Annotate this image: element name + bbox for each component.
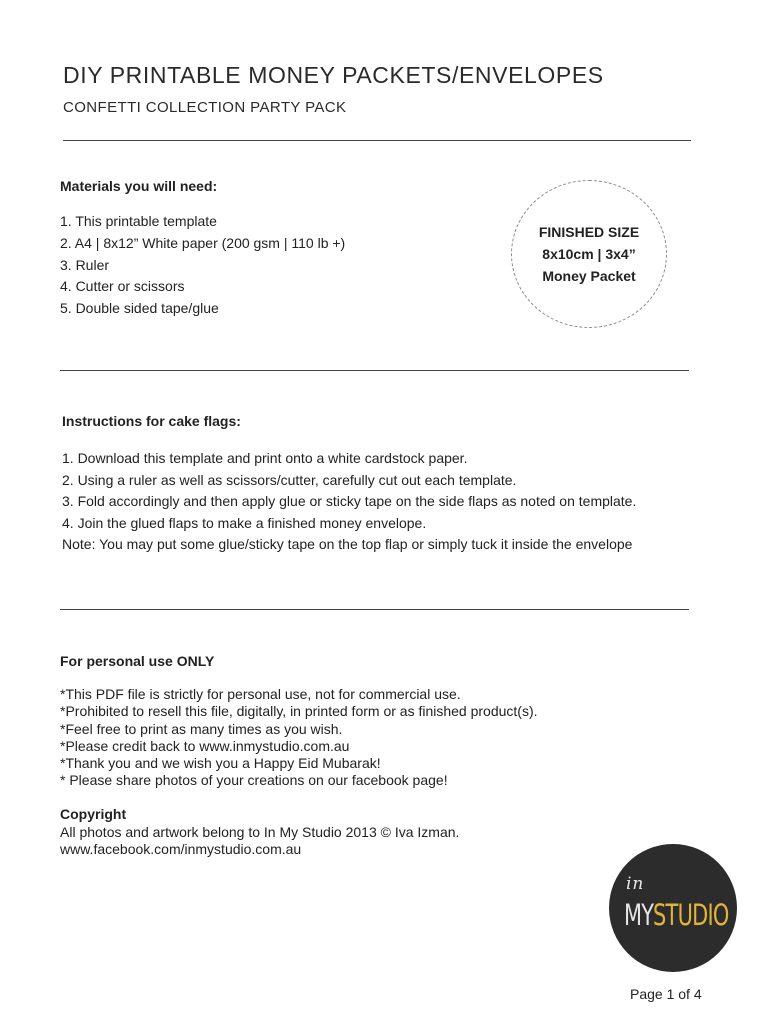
instructions-list bbox=[62, 448, 636, 556]
list-item: * Please share photos of your creations on our facebook page! bbox=[60, 772, 448, 789]
list-item: Note: You may put some glue/sticky tape on the top flap or simply tuck it inside the envelope bbox=[62, 536, 633, 553]
list-item: *Feel free to print as many times as you wish. bbox=[60, 720, 343, 737]
list-item: 2. Using a ruler as well as scissors/cutter, carefully cut out each template. bbox=[62, 471, 517, 488]
list-item: *This PDF file is strictly for personal use, not for commercial use. bbox=[60, 686, 461, 702]
materials-list bbox=[60, 211, 345, 320]
logo-studio-text: STUDIO bbox=[653, 898, 729, 932]
document-title: DIY PRINTABLE MONEY PACKETS/ENVELOPES bbox=[63, 62, 604, 88]
personal-use-heading: For personal use ONLY bbox=[60, 653, 215, 669]
personal-use-list bbox=[60, 686, 538, 790]
list-item: 2. A4 | 8x12” White paper (200 gsm | 110 lb +) bbox=[60, 234, 346, 251]
list-item: *Thank you and we wish you a Happy Eid Mubarak! bbox=[60, 755, 381, 772]
copyright-heading: Copyright bbox=[60, 806, 127, 822]
list-item: 1. This printable template bbox=[60, 213, 217, 229]
in-my-studio-logo bbox=[609, 844, 737, 972]
materials-heading: Materials you will need: bbox=[60, 178, 218, 194]
list-item: *Please credit back to www.inmystudio.com.au bbox=[60, 737, 350, 754]
document-subtitle: CONFETTI COLLECTION PARTY PACK bbox=[63, 99, 347, 116]
list-item: 3. Fold accordingly and then apply glue or sticky tape on the side flaps as noted on template. bbox=[62, 493, 637, 510]
logo-my-text: MY bbox=[624, 898, 654, 932]
badge-line: FINISHED SIZE bbox=[538, 224, 640, 240]
copyright-text: All photos and artwork belong to In My Studio 2013 © Iva Izman. bbox=[60, 823, 460, 840]
list-item: 1. Download this template and print onto a white cardstock paper. bbox=[62, 450, 468, 466]
page-number: Page 1 of 4 bbox=[630, 986, 702, 1002]
list-item: 5. Double sided tape/glue bbox=[60, 300, 219, 317]
logo-in-text: in bbox=[626, 874, 645, 894]
divider bbox=[60, 609, 689, 610]
list-item: 4. Cutter or scissors bbox=[60, 278, 185, 295]
badge-line: Money Packet bbox=[542, 268, 636, 284]
copyright-block bbox=[60, 806, 459, 859]
finished-size-badge bbox=[511, 180, 667, 328]
list-item: *Prohibited to resell this file, digitally, in printed form or as finished product(s). bbox=[60, 703, 538, 720]
list-item: 4. Join the glued flaps to make a finished money envelope. bbox=[62, 514, 427, 531]
list-item: 3. Ruler bbox=[60, 256, 110, 273]
divider bbox=[63, 140, 691, 141]
instructions-heading: Instructions for cake flags: bbox=[62, 413, 241, 429]
divider bbox=[60, 370, 689, 371]
badge-line: 8x10cm | 3x4” bbox=[542, 246, 636, 262]
facebook-link: www.facebook.com/inmystudio.com.au bbox=[60, 841, 302, 857]
